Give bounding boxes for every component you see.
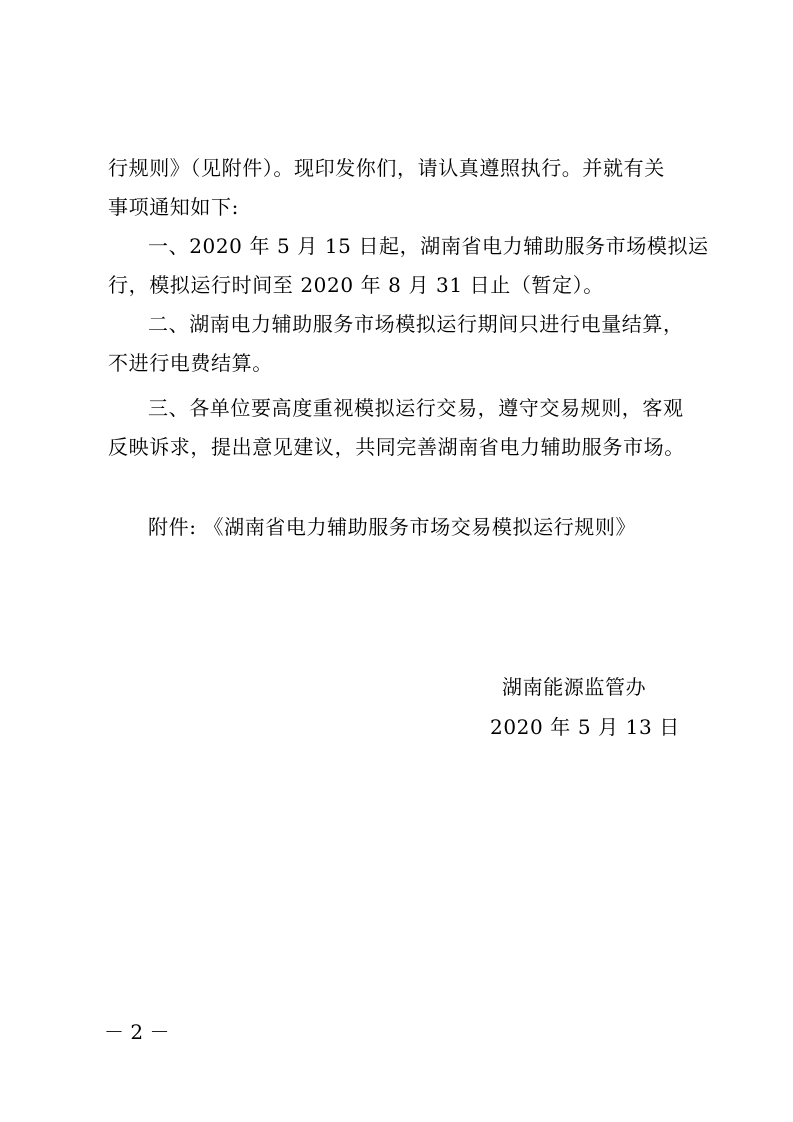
body-line-2: 事项通知如下: [108, 195, 239, 219]
item-three-line-2: 反映诉求，提出意见建议，共同完善湖南省电力辅助服务市场。 [108, 435, 685, 459]
body-line-1: 行规则》（见附件）。现印发你们，请认真遵照执行。并就有关 [108, 156, 665, 180]
issuer-name: 湖南能源监管办 [502, 675, 647, 699]
issue-date: 2020 年 5 月 13 日 [490, 715, 680, 739]
item-two-line-2: 不进行电费结算。 [108, 351, 273, 375]
item-one-line-1: 一、2020 年 5 月 15 日起，湖南省电力辅助服务市场模拟运 [148, 234, 709, 258]
item-one-line-2: 行，模拟运行时间至 2020 年 8 月 31 日止（暂定）。 [108, 273, 604, 297]
page-number: － 2 － [104, 1020, 170, 1044]
attachment-line: 附件: 《湖南省电力辅助服务市场交易模拟运行规则》 [148, 515, 637, 539]
item-three-line-1: 三、各单位要高度重视模拟运行交易，遵守交易规则，客观 [148, 396, 684, 420]
item-two-line-1: 二、湖南电力辅助服务市场模拟运行期间只进行电量结算， [148, 312, 684, 336]
